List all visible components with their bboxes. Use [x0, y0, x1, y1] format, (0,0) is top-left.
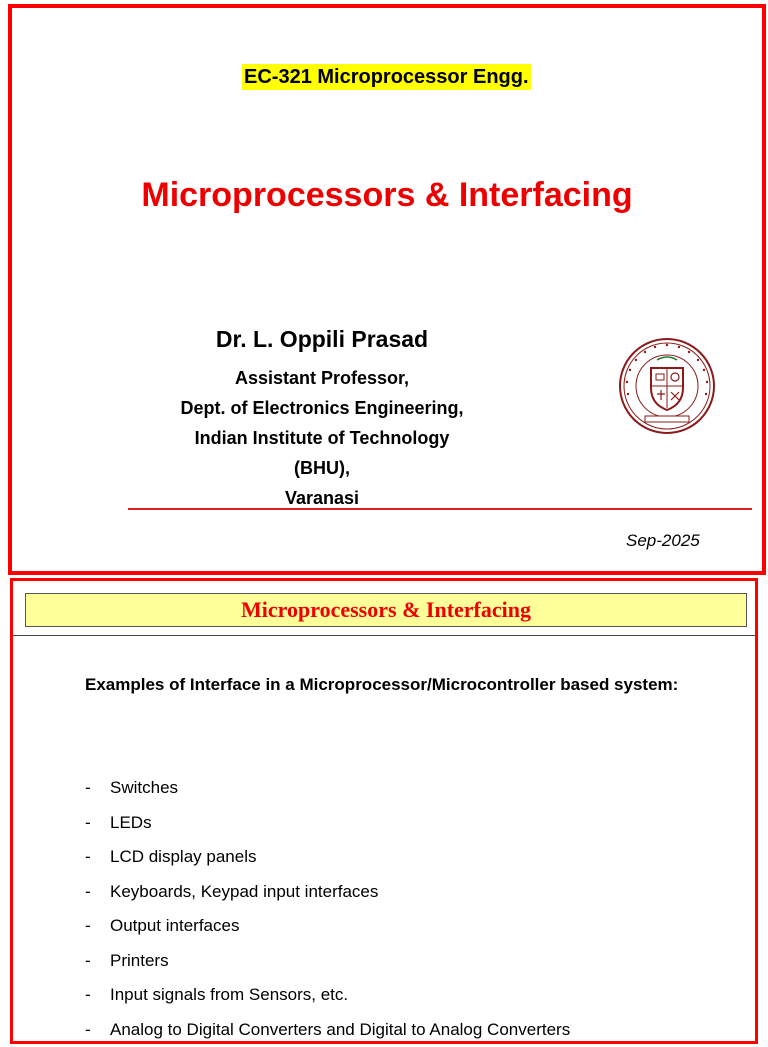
author-name: Dr. L. Oppili Prasad — [172, 326, 472, 353]
list-item: - Input signals from Sensors, etc. — [85, 978, 570, 1013]
title-slide — [8, 4, 766, 575]
banner-divider — [13, 635, 755, 636]
affiliation-line: Dept. of Electronics Engineering, — [172, 393, 472, 423]
content-slide — [10, 578, 758, 1044]
slide-banner: Microprocessors & Interfacing — [25, 593, 747, 627]
affiliation-line: Assistant Professor, — [172, 363, 472, 393]
affiliation-line: Varanasi — [172, 483, 472, 513]
date-label: Sep-2025 — [626, 531, 700, 551]
list-item: - Analog to Digital Converters and Digital to Analog Converters — [85, 1013, 570, 1047]
author-block — [172, 326, 472, 513]
list-item: - Output interfaces — [85, 909, 570, 944]
slide-title: Microprocessors & Interfacing — [12, 176, 762, 215]
iit-bhu-seal-icon — [617, 336, 717, 436]
list-item: - Printers — [85, 944, 570, 979]
list-item: - LCD display panels — [85, 840, 570, 875]
list-item: - Switches — [85, 771, 570, 806]
interface-list — [85, 771, 570, 1047]
list-item: - LEDs — [85, 806, 570, 841]
affiliation-line: Indian Institute of Technology (BHU), — [172, 423, 472, 483]
course-code: EC-321 Microprocessor Engg. — [242, 64, 531, 90]
intro-text: Examples of Interface in a Microprocessor/Microcontroller based system: — [85, 667, 685, 702]
list-item: - Keyboards, Keypad input interfaces — [85, 875, 570, 910]
divider-line — [128, 508, 752, 510]
